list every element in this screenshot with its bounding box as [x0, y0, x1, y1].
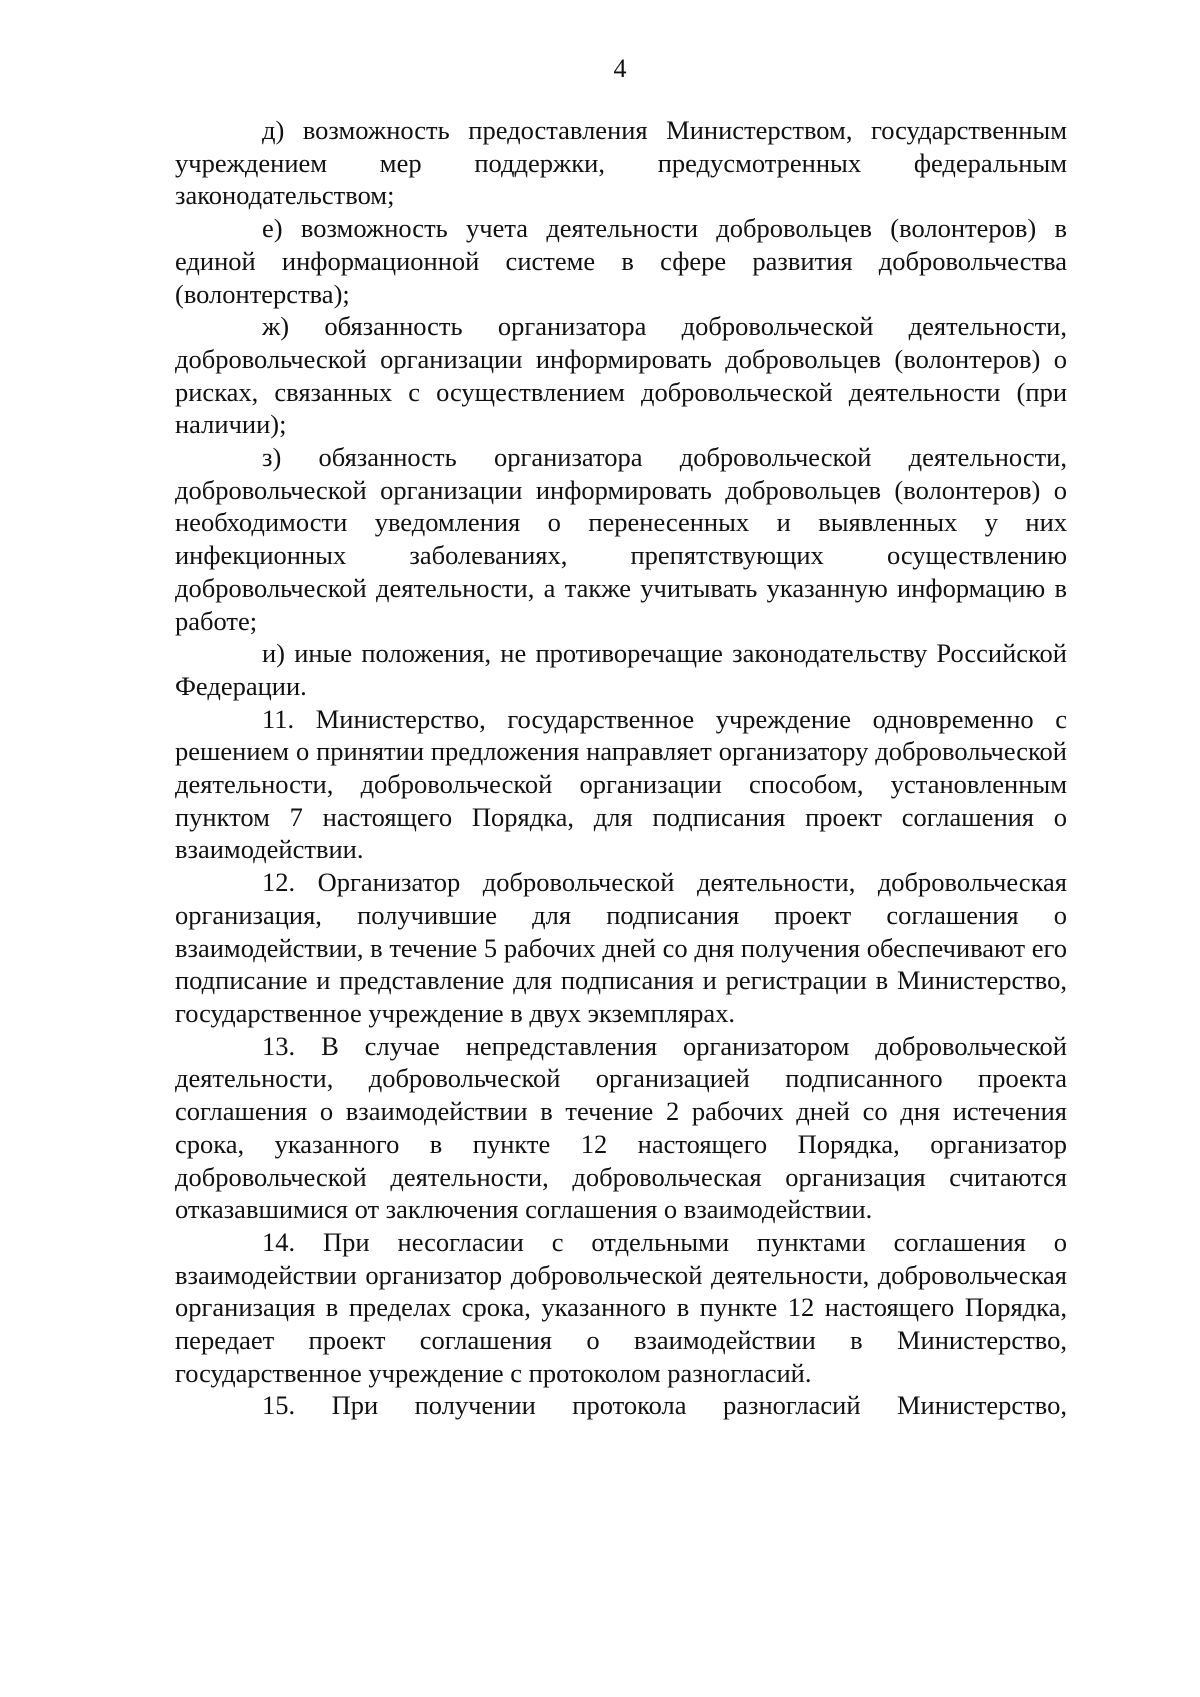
page-number: 4: [613, 54, 627, 83]
paragraph-14: 14. При несогласии с отдельными пунктами соглашения о взаимодействии организатор добровольческой деятельности, добровольческая организация в пределах срока, указанного в пункте 12 настоящего Порядка, передает проект соглашения о взаимодействии в Министерство, государственное учреждение с протоколом разногласий.: [175, 1226, 1067, 1388]
paragraph-item-zh: ж) обязанность организатора добровольческой деятельности, добровольческой организации информировать добровольцев (волонтеров) о рисках, связанных с осуществлением добровольческой деятельности (при наличии);: [175, 311, 1067, 440]
paragraph-11: 11. Министерство, государственное учреждение одновременно с решением о принятии предложения направляет организатору добровольческой деятельности, добровольческой организации способом, установленным пунктом 7 настоящего Порядка, для подписания проект соглашения о взаимодействии.: [175, 703, 1067, 865]
paragraph-item-e: е) возможность учета деятельности добровольцев (волонтеров) в единой информационной системе в сфере развития добровольчества (волонтерства);: [175, 213, 1067, 309]
paragraph-15: 15. При получении протокола разногласий Министерство,: [262, 1390, 1067, 1421]
paragraph-item-z: з) обязанность организатора добровольческой деятельности, добровольческой организации информировать добровольцев (волонтеров) о необходимости уведомления о перенесенных и выявленных у них инфекционных заболеваниях, препятствующих осуществлению добровольческой деятельности, а также учитывать указанную информацию в работе;: [175, 442, 1067, 636]
paragraph-13: 13. В случае непредставления организатором добровольческой деятельности, добровольческой организацией подписанного проекта соглашения о взаимодействии в течение 2 рабочих дней со дня истечения срока, указанного в пункте 12 настоящего Порядка, организатор добровольческой деятельности, добровольческая организация считаются отказавшимися от заключения соглашения о взаимодействии.: [175, 1030, 1067, 1225]
paragraph-item-i: и) иные положения, не противоречащие законодательству Российской Федерации.: [175, 638, 1067, 701]
document-body: [175, 114, 1067, 1422]
paragraph-item-d: д) возможность предоставления Министерством, государственным учреждением мер поддержки, предусмотренных федеральным законодательством;: [175, 115, 1067, 211]
paragraph-12: 12. Организатор добровольческой деятельности, добровольческая организация, получившие для подписания проект соглашения о взаимодействии, в течение 5 рабочих дней со дня получения обеспечивают его подписание и представление для подписания и регистрации в Министерство, государственное учреждение в двух экземплярах.: [175, 867, 1067, 1028]
